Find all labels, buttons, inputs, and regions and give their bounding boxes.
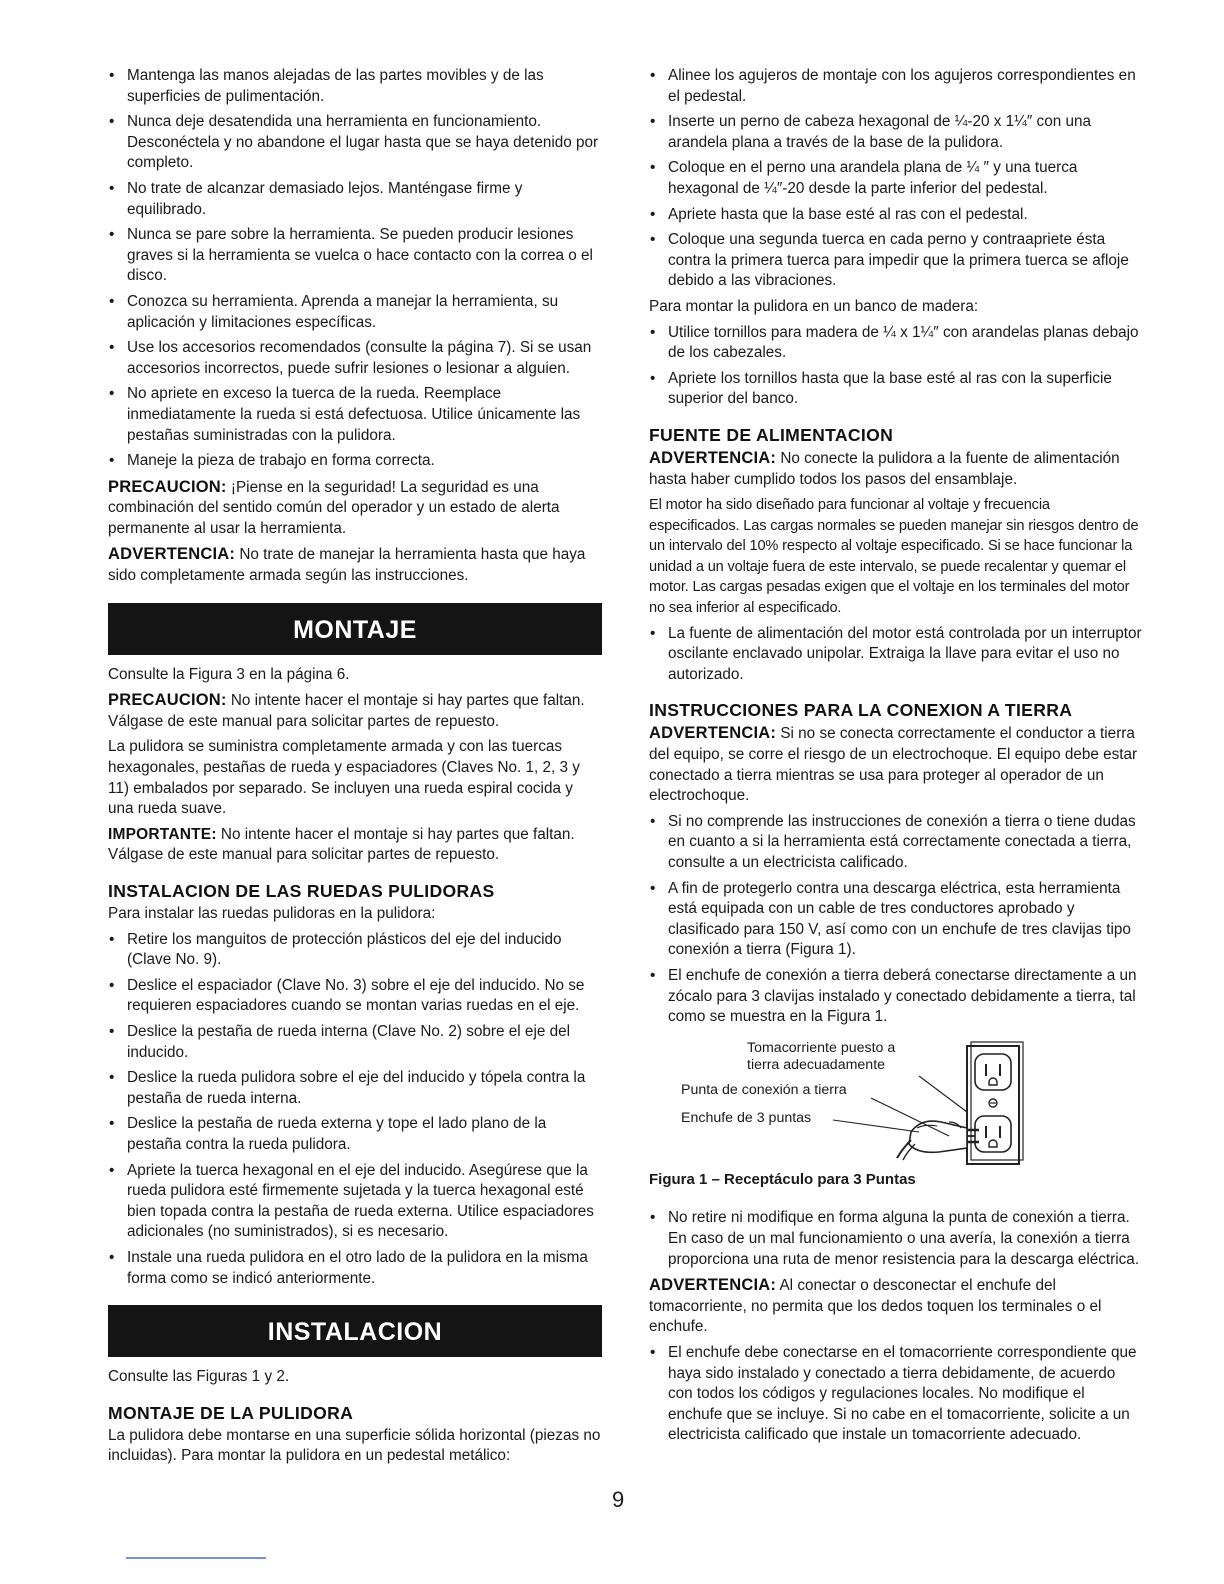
list-item: • A fin de protegerlo contra una descarga eléctrica, esta herramienta está equipada con un cable de tres conductores aprobado y clasificado para 150 V, así como con un enchufe de tres clavijas tipo conexión a tierra (Figura 1). [649, 879, 1143, 961]
figure-label: Enchufe de 3 puntas [681, 1109, 812, 1126]
list-item: • El enchufe de conexión a tierra deberá conectarse directamente a un zócalo para 3 clavijas instalado y conectado debidamente a tierra, tal como se muestra en la Figura 1. [649, 966, 1143, 1028]
paragraph-text: Si no se conecta correctamente el conductor a tierra del equipo, se corre el riesgo de un electrochoque. El equipo debe estar conectado a tierra mientras se usa para proteger al operador de un electrochoque. [649, 725, 1138, 805]
instalacion-banner: INSTALACION [108, 1305, 602, 1357]
montaje-banner: MONTAJE [108, 603, 602, 655]
figure-label: tierra adecuadamente [747, 1056, 886, 1073]
list-item: • Deslice la rueda pulidora sobre el eje del inducido y tópela contra la pestaña de rueda interna. [108, 1068, 602, 1109]
keyword: ADVERTENCIA: [649, 448, 777, 467]
keyword: ADVERTENCIA: [649, 724, 777, 743]
safety-bullet-list [108, 66, 602, 472]
section-heading: INSTRUCCIONES PARA LA CONEXION A TIERRA [649, 700, 1073, 721]
keyword: PRECAUCION: [108, 691, 227, 710]
list-item: • Inserte un perno de cabeza hexagonal de ¼-20 x 1¼″ con una arandela plana a través de la base de la pulidora. [649, 112, 1143, 153]
paragraph-text: No intente hacer el montaje si hay partes que faltan. Válgase de este manual para solicitar partes de repuesto. [108, 825, 575, 864]
list-item: • El enchufe debe conectarse en el tomacorriente correspondiente que haya sido instalado y conectado a tierra debidamente, de acuerdo con todos los códigos y regulaciones locales. No modifique el enchufe que se incluye. Si no cabe en el tomacorriente, solicite a un electricista calificado que instale un tomacorriente adecuado. [649, 1343, 1143, 1446]
figure-label: Tomacorriente puesto a [747, 1039, 896, 1056]
bench-steps-list [649, 323, 1143, 410]
list-item: • Retire los manguitos de protección plásticos del eje del inducido (Clave No. 9). [108, 930, 602, 971]
list-item: • No apriete en exceso la tuerca de la rueda. Reemplace inmediatamente la rueda si está defectuosa. Utilice únicamente las pestañas suministradas con la pulidora. [108, 384, 602, 446]
left-column [108, 66, 602, 1472]
pedestal-steps-list [649, 66, 1143, 292]
list-item: • Coloque en el perno una arandela plana de ¼ ″ y una tuerca hexagonal de ¼″-20 desde la parte inferior del pedestal. [649, 158, 1143, 199]
list-item: • Mantenga las manos alejadas de las partes movibles y de las superficies de pulimentación. [108, 66, 602, 107]
keyword: ADVERTENCIA: [108, 545, 236, 564]
figure-caption: Figura 1 – Receptáculo para 3 Puntas [649, 1170, 916, 1188]
precaucion-paragraph [108, 477, 602, 540]
list-item: • Apriete los tornillos hasta que la base esté al ras con la superficie superior del banco. [649, 369, 1143, 410]
intro-paragraph: Para instalar las ruedas pulidoras en la pulidora: [108, 905, 436, 922]
list-item: • No retire ni modifique en forma alguna la punta de conexión a tierra. En caso de un mal funcionamiento o una avería, la conexión a tierra proporciona una ruta de menor resistencia para la descarga eléctrica. [649, 1208, 1143, 1270]
list-item: • Coloque una segunda tuerca en cada perno y contraapriete ésta contra la primera tuerca para impedir que la primera tuerca se afloje debido a las vibraciones. [649, 230, 1143, 292]
mounting-paragraph: La pulidora debe montarse en una superficie sólida horizontal (piezas no incluidas). Para montar la pulidora en un pedestal metálico: [108, 1426, 601, 1465]
list-item: • No trate de alcanzar demasiado lejos. Manténgase firme y equilibrado. [108, 179, 602, 220]
advertencia-paragraph [649, 1275, 1143, 1338]
list-item: • Deslice la pestaña de rueda interna (Clave No. 2) sobre el eje del inducido. [108, 1022, 602, 1063]
right-column [649, 66, 1143, 1451]
outlet-plug-illustration [649, 1036, 1143, 1168]
figure-label: Punta de conexión a tierra [681, 1081, 847, 1098]
section-heading: MONTAJE DE LA PULIDORA [108, 1402, 354, 1423]
precaucion-paragraph [108, 690, 602, 732]
keyword: IMPORTANTE: [108, 825, 217, 843]
list-item: • Instale una rueda pulidora en el otro lado de la pulidora en la misma forma como se indicó anteriormente. [108, 1248, 602, 1289]
list-item: • Alinee los agujeros de montaje con los agujeros correspondientes en el pedestal. [649, 66, 1143, 107]
section-heading: INSTALACION DE LAS RUEDAS PULIDORAS [108, 881, 495, 901]
list-item: • Utilice tornillos para madera de ¼ x 1¼″ con arandelas planas debajo de los cabezales. [649, 323, 1143, 364]
list-item: • Use los accesorios recomendados (consulte la página 7). Si se usan accesorios incorrectos, puede sufrir lesiones o lesionar a alguien. [108, 338, 602, 379]
paragraph-text: No conecte la pulidora a la fuente de alimentación hasta haber cumplido todos los pasos del ensamblaje. [649, 449, 1120, 488]
list-item: • Apriete hasta que la base esté al ras con el pedestal. [649, 205, 1143, 226]
paragraph-text: No trate de manejar la herramienta hasta que haya sido completamente armada según las instrucciones. [108, 546, 586, 585]
page-number: 9 [612, 1487, 625, 1512]
outlet-list [649, 1343, 1143, 1446]
paragraph-text: No intente hacer el montaje si hay partes que faltan. Válgase de este manual para solicitar partes de repuesto. [108, 692, 585, 730]
motor-paragraph: El motor ha sido diseñado para funcionar al voltaje y frecuencia especificados. Las cargas normales se pueden manejar sin riesgos dentro de un intervalo del 10% respecto al voltaje especificado. Si se hace funcionar la unidad a un voltaje fuera de este intervalo, se puede recalentar y quemar el motor. Las cargas pesadas exigen que el voltaje en los terminales del motor no sea inferior al especificado. [649, 497, 1139, 617]
figure-reference: Consulte las Figuras 1 y 2. [108, 1368, 290, 1386]
advertencia-paragraph [649, 448, 1143, 490]
figure-reference: Consulte la Figura 3 en la página 6. [108, 665, 350, 683]
list-item: • Maneje la pieza de trabajo en forma correcta. [108, 451, 602, 472]
figure-1 [649, 1036, 1143, 1168]
keyword: ADVERTENCIA: [649, 1276, 777, 1295]
paragraph-text: ¡Piense en la seguridad! La seguridad es una combinación del sentido común del operador y un estado de alerta permanente al usar la herramienta. [108, 478, 560, 537]
supply-paragraph: La pulidora se suministra completamente armada y con las tuercas hexagonales, pestañas de rueda y espaciadores (Claves No. 1, 2, 3 y 11) embalados por separado. Se incluyen una rueda espiral cocida y una rueda suave. [108, 738, 580, 818]
list-item: • Conozca su herramienta. Aprenda a manejar la herramienta, su aplicación y limitaciones específicas. [108, 292, 602, 333]
keyword: PRECAUCION: [108, 477, 227, 496]
advertencia-paragraph [649, 723, 1143, 806]
list-item: • La fuente de alimentación del motor está controlada por un interruptor oscilante enclavado unipolar. Extraiga la llave para evitar el uso no autorizado. [649, 624, 1143, 686]
intro-paragraph: Para montar la pulidora en un banco de madera: [649, 297, 979, 315]
list-item: • Deslice el espaciador (Clave No. 3) sobre el eje del inducido. No se requieren espaciadores cuando se montan varias ruedas en el eje. [108, 976, 602, 1017]
grounding-list [649, 812, 1143, 1028]
list-item: • Nunca deje desatendida una herramienta en funcionamiento. Desconéctela y no abandone el lugar hasta que se haya detenido por completo. [108, 112, 602, 174]
grounding-prong-list [649, 1208, 1143, 1270]
footer-divider [126, 1557, 266, 1559]
power-list [649, 624, 1143, 686]
wheel-steps-list [108, 930, 602, 1290]
advertencia-paragraph [108, 544, 602, 586]
paragraph-text: Al conectar o desconectar el enchufe del tomacorriente, no permita que los dedos toquen los terminales o el enchufe. [649, 1277, 1102, 1336]
section-heading: FUENTE DE ALIMENTACION [649, 424, 894, 445]
list-item: • Si no comprende las instrucciones de conexión a tierra o tiene dudas en cuanto a si la herramienta está correctamente conectada a tierra, consulte a un electricista calificado. [649, 812, 1143, 874]
list-item: • Apriete la tuerca hexagonal en el eje del inducido. Asegúrese que la rueda pulidora esté firmemente sujetada y la tuerca hexagonal esté bien topada contra la pestaña de rueda externa. Utilice espaciadores adicionales (no suministrados), si es necesario. [108, 1161, 602, 1243]
list-item: • Nunca se pare sobre la herramienta. Se pueden producir lesiones graves si la herramienta se vuelca o hace contacto con la correa o el disco. [108, 225, 602, 287]
importante-paragraph [108, 825, 602, 866]
list-item: • Deslice la pestaña de rueda externa y tope el lado plano de la pestaña contra la rueda pulidora. [108, 1114, 602, 1155]
